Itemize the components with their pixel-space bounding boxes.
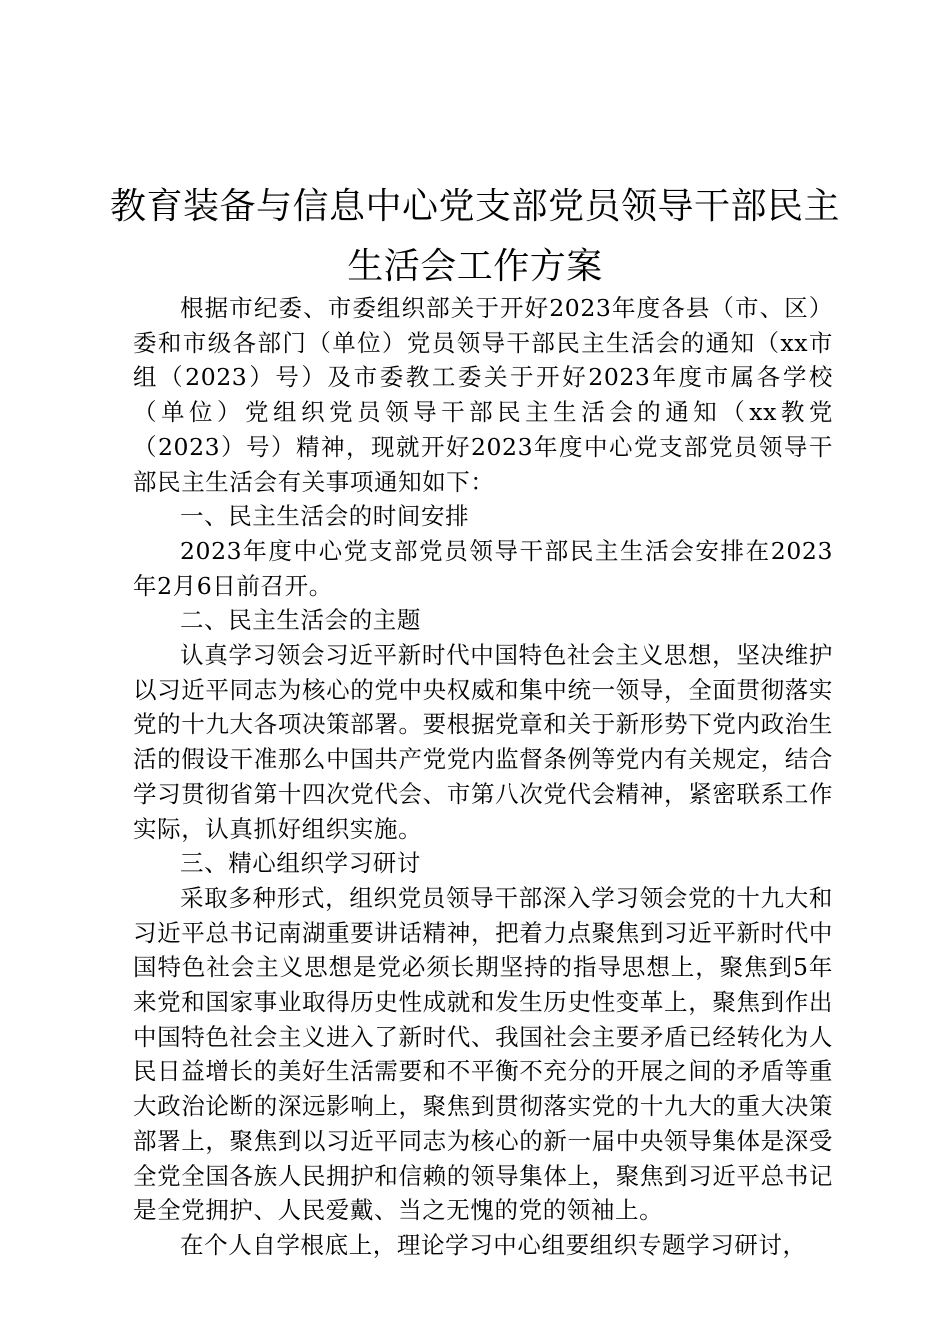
theme-paragraph: 认真学习领会习近平新时代中国特色社会主义思想，坚决维护以习近平同志为核心的党中央权威和集中统一领导，全面贯彻落实党的十九大各项决策部署。要根据党章和关于新形势下党内政治生活的假设干准那么中国共产党党内监督条例等党内有关规定，结合学习贯彻省第十四次党代会、市第八次党代会精神，紧密联系工作实际，认真抓好组织实施。: [133, 641, 833, 843]
document-title-line-2: 生活会工作方案: [347, 246, 603, 287]
self-study-paragraph: 在个人自学根底上，理论学习中心组要组织专题学习研讨，: [180, 1230, 807, 1259]
intro-paragraph: 根据市纪委、市委组织部关于开好2023年度各县（市、区）委和市级各部门（单位）党员领导干部民主生活会的通知（xx市组（2023）号）及市委教工委关于开好2023年度市属各学校（单位）党组织党员领导干部民主生活会的通知（xx教党（2023）号）精神，现就开好2023年度中心党支部党员领导干部民主生活会有关事项通知如下：: [133, 294, 833, 496]
schedule-paragraph: 2023年度中心党支部党员领导干部民主生活会安排在2023年2月6日前召开。: [133, 536, 833, 600]
document-body: [133, 291, 833, 1263]
section-heading-schedule: 一、民主生活会的时间安排: [180, 502, 470, 531]
study-paragraph: 采取多种形式，组织党员领导干部深入学习领会党的十九大和习近平总书记南湖重要讲话精神，把着力点聚焦到习近平新时代中国特色社会主义思想是党必须长期坚持的指导思想上，聚焦到5年来党和国家事业取得历史性成就和发生历史性变革上，聚焦到作出中国特色社会主义进入了新时代、我国社会主要矛盾已经转化为人民日益增长的美好生活需要和不平衡不充分的开展之间的矛盾等重大政治论断的深远影响上，聚焦到贯彻落实党的十九大的重大决策部署上，聚焦到以习近平同志为核心的新一届中央领导集体是深受全党全国各族人民拥护和信赖的领导集体上，聚焦到习近平总书记是全党拥护、人民爱戴、当之无愧的党的领袖上。: [133, 883, 833, 1225]
section-heading-study: 三、精心组织学习研讨: [180, 849, 421, 878]
document-title-line-1: 教育装备与信息中心党支部党员领导干部民主: [109, 186, 840, 227]
section-heading-theme: 二、民主生活会的主题: [180, 606, 421, 635]
